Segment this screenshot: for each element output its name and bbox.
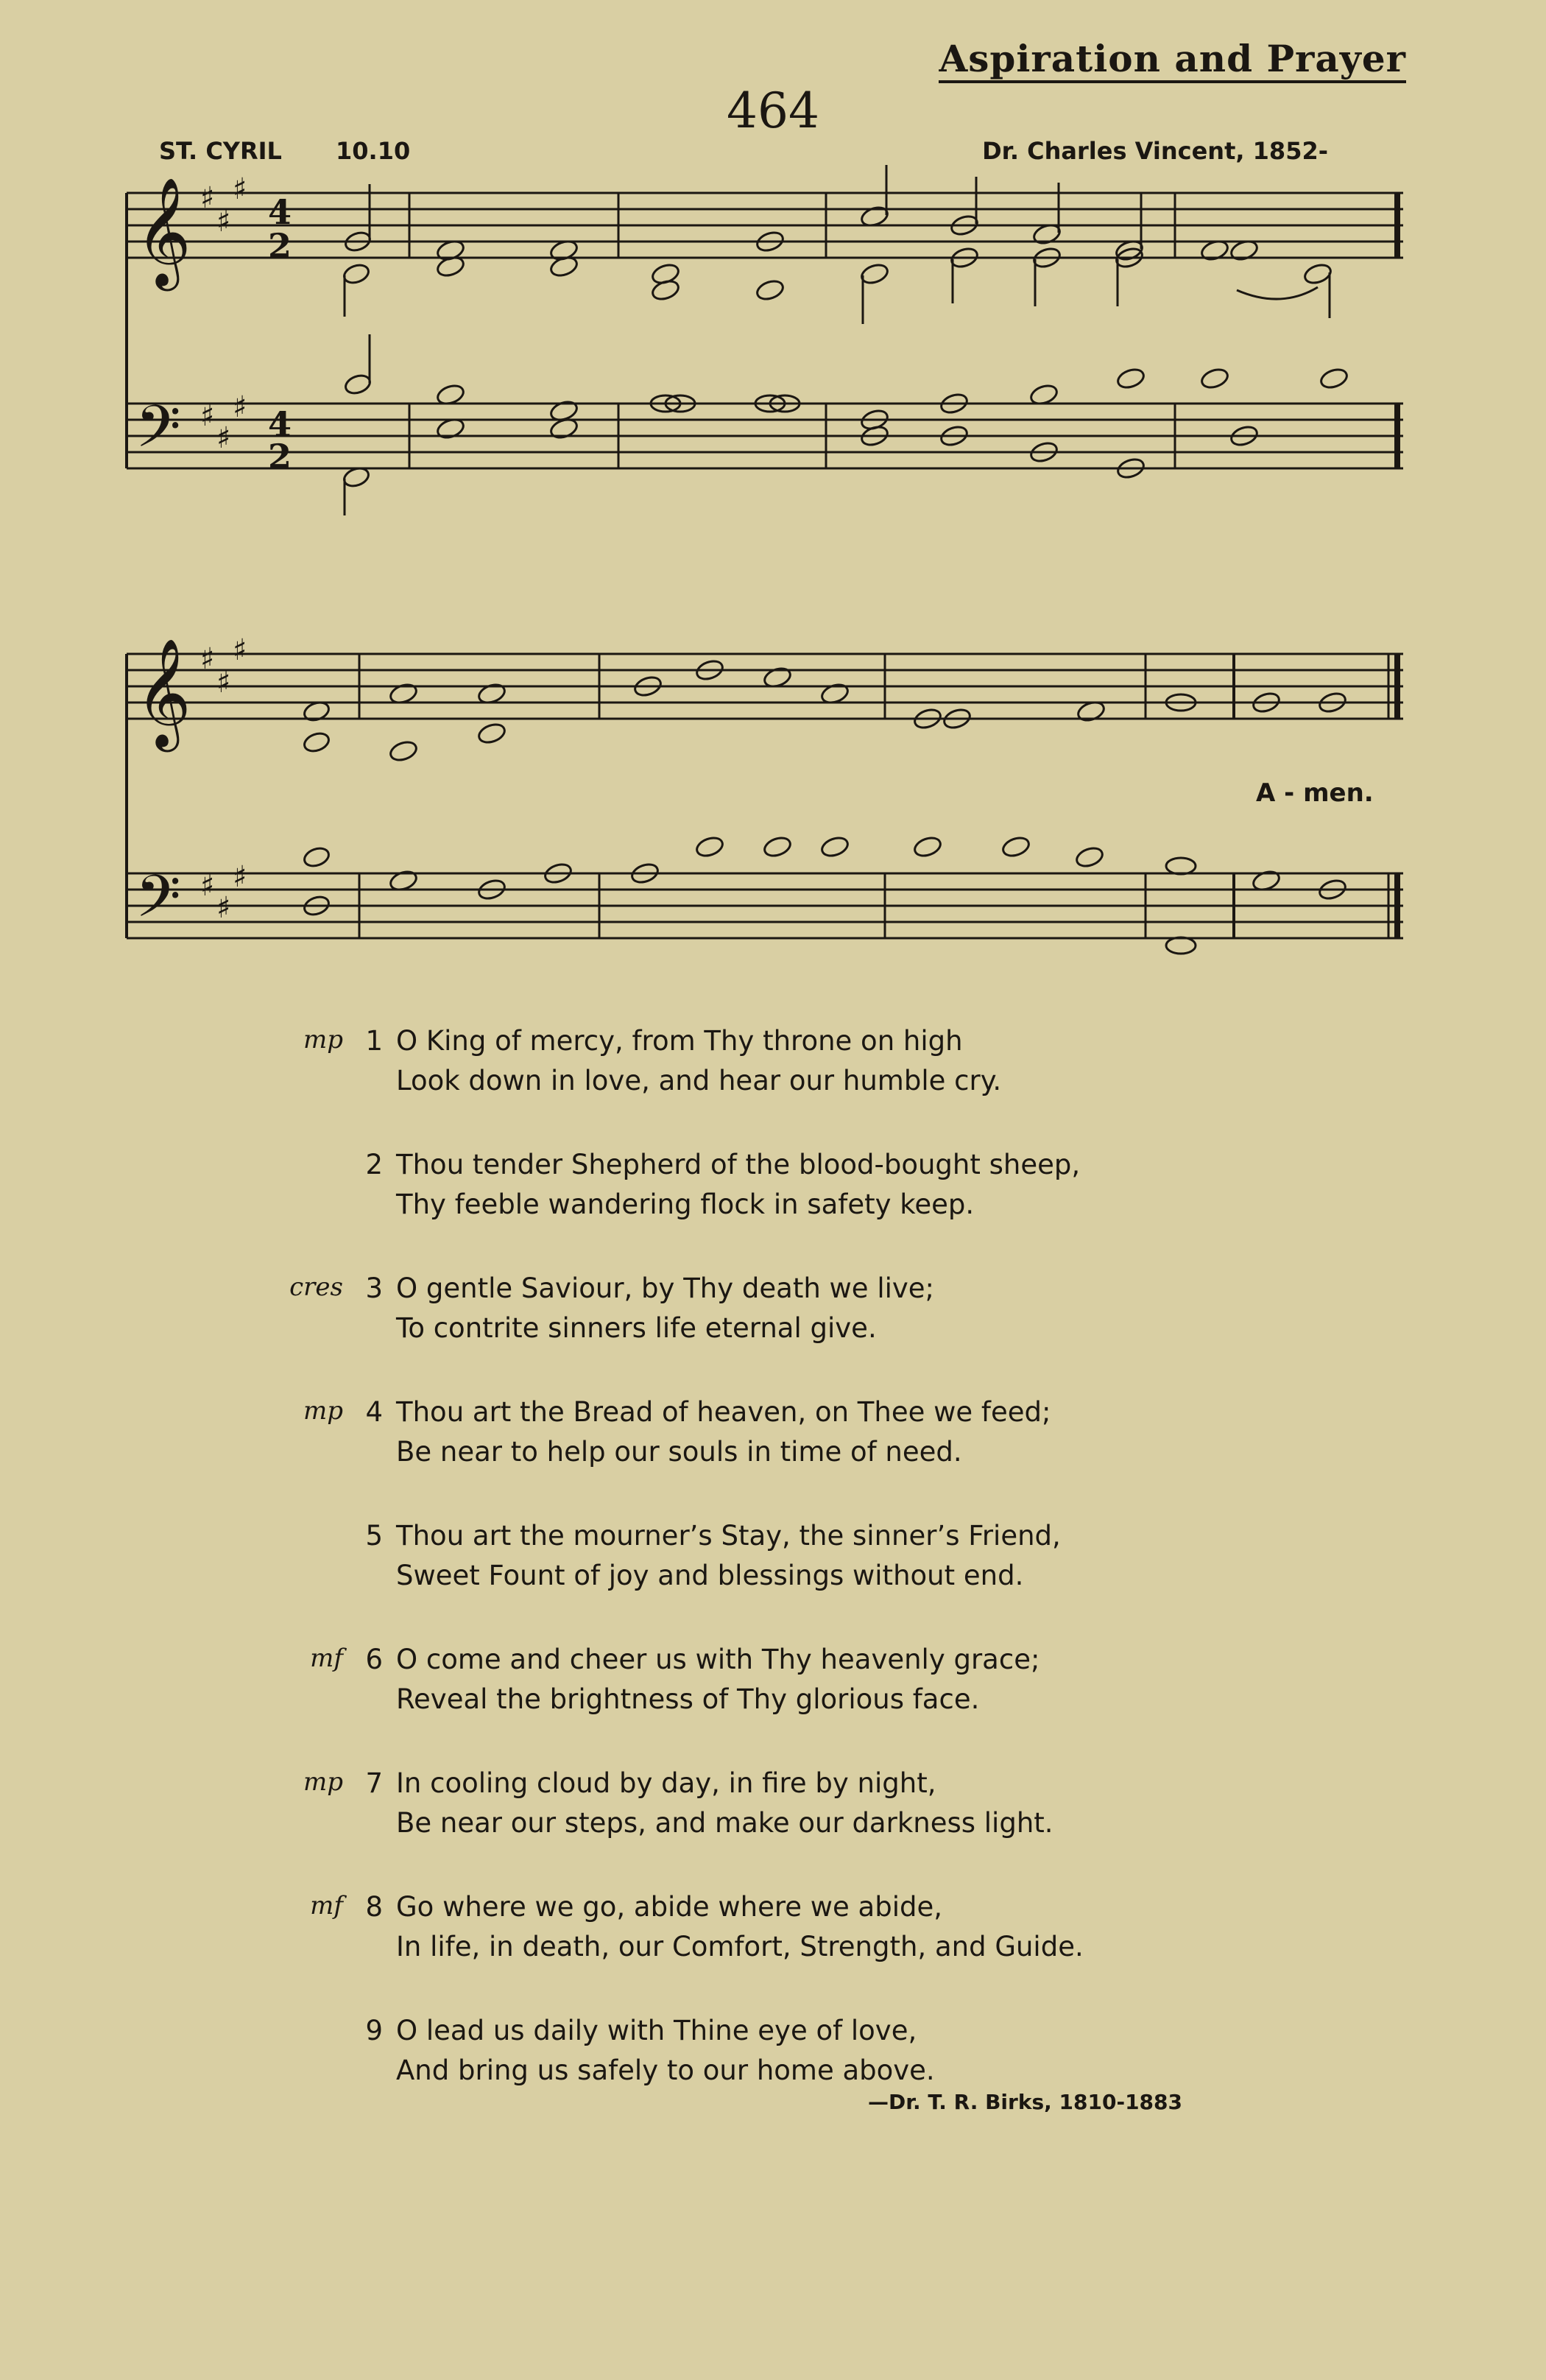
verse-4 bbox=[0, 1396, 1546, 1485]
verse-line: Thou tender Shepherd of the blood-bought sheep, bbox=[396, 1149, 1081, 1180]
verse-2 bbox=[0, 1149, 1546, 1237]
svg-text:♯: ♯ bbox=[233, 633, 247, 667]
verse-line: In life, in death, our Comfort, Strength, and Guide. bbox=[396, 1931, 1084, 1962]
svg-text:♯: ♯ bbox=[233, 390, 247, 424]
dynamic-mark: mf bbox=[310, 1891, 343, 1920]
verse-line: Be near to help our souls in time of need. bbox=[396, 1436, 962, 1468]
verse-line: O gentle Saviour, by Thy death we live; bbox=[396, 1272, 935, 1304]
staff-treble-1 bbox=[127, 193, 1403, 258]
verse-number: 6 bbox=[365, 1644, 383, 1675]
svg-text:4: 4 bbox=[268, 192, 292, 232]
svg-text:♯: ♯ bbox=[200, 399, 215, 433]
verse-line: Look down in love, and hear our humble cry. bbox=[396, 1065, 1002, 1096]
verse-number: 8 bbox=[365, 1891, 383, 1923]
text-attribution: —Dr. T. R. Birks, 1810-1883 bbox=[867, 2090, 1182, 2114]
verse-line: O lead us daily with Thine eye of love, bbox=[396, 2015, 917, 2046]
verse-line: Thou art the Bread of heaven, on Thee we feed; bbox=[396, 1396, 1051, 1428]
verse-line: To contrite sinners life eternal give. bbox=[396, 1312, 877, 1344]
verse-number: 4 bbox=[365, 1396, 383, 1428]
verse-3 bbox=[0, 1272, 1546, 1361]
dynamic-mark: cres bbox=[289, 1272, 343, 1302]
svg-text:♯: ♯ bbox=[216, 205, 231, 239]
verse-line: And bring us safely to our home above. bbox=[396, 2055, 935, 2086]
verse-line: O come and cheer us with Thy heavenly grace; bbox=[396, 1644, 1040, 1675]
dynamic-mark: mp bbox=[303, 1025, 343, 1055]
verse-1 bbox=[0, 1025, 1546, 1113]
svg-text:4: 4 bbox=[268, 404, 292, 444]
staff-treble-2 bbox=[127, 654, 1403, 719]
svg-text:♯: ♯ bbox=[200, 642, 215, 676]
bass-clef-icon: 𝄢 bbox=[135, 392, 181, 475]
meter: 10.10 bbox=[336, 137, 411, 165]
svg-text:2: 2 bbox=[268, 226, 292, 266]
verse-number: 9 bbox=[365, 2015, 383, 2046]
dynamic-mark: mf bbox=[310, 1644, 343, 1673]
treble-clef-icon: 𝄞 bbox=[135, 177, 191, 286]
verse-line: Be near our steps, and make our darkness light. bbox=[396, 1807, 1053, 1839]
verse-number: 3 bbox=[365, 1272, 383, 1304]
svg-text:♯: ♯ bbox=[200, 181, 215, 215]
treble-clef-icon: 𝄞 bbox=[135, 638, 191, 747]
hymn-number: 464 bbox=[727, 82, 819, 139]
verse-line: Go where we go, abide where we abide, bbox=[396, 1891, 942, 1923]
dynamic-mark: mp bbox=[303, 1396, 343, 1426]
verse-5 bbox=[0, 1520, 1546, 1608]
notes-system-1 bbox=[342, 165, 1349, 515]
verse-number: 2 bbox=[365, 1149, 383, 1180]
verse-9 bbox=[0, 2015, 1546, 2103]
verse-number: 1 bbox=[365, 1025, 383, 1057]
staff-bass-1 bbox=[127, 404, 1403, 468]
music-score bbox=[0, 0, 1546, 972]
svg-text:♯: ♯ bbox=[200, 869, 215, 903]
composer: Dr. Charles Vincent, 1852- bbox=[982, 137, 1328, 165]
svg-text:♯: ♯ bbox=[216, 891, 231, 925]
verse-line: O King of mercy, from Thy throne on high bbox=[396, 1025, 963, 1057]
staff-bass-2 bbox=[127, 873, 1403, 938]
svg-text:♯: ♯ bbox=[216, 421, 231, 455]
svg-text:♯: ♯ bbox=[233, 860, 247, 894]
verse-line: Thy feeble wandering flock in safety keep. bbox=[396, 1189, 975, 1220]
verse-line: Reveal the brightness of Thy glorious face. bbox=[396, 1683, 980, 1715]
verse-7 bbox=[0, 1767, 1546, 1856]
amen-text: A - men. bbox=[1256, 778, 1374, 808]
svg-text:2: 2 bbox=[268, 437, 292, 476]
svg-text:♯: ♯ bbox=[216, 666, 231, 700]
bass-clef-icon: 𝄢 bbox=[135, 862, 181, 945]
verse-8 bbox=[0, 1891, 1546, 1979]
verse-line: Sweet Fount of joy and blessings without end. bbox=[396, 1560, 1024, 1591]
section-heading: Aspiration and Prayer bbox=[939, 38, 1406, 83]
dynamic-mark: mp bbox=[303, 1767, 343, 1797]
verse-line: In cooling cloud by day, in fire by night, bbox=[396, 1767, 936, 1799]
svg-text:♯: ♯ bbox=[233, 172, 247, 206]
verse-line: Thou art the mourner’s Stay, the sinner’s Friend, bbox=[396, 1520, 1061, 1552]
verse-6 bbox=[0, 1644, 1546, 1732]
verse-number: 5 bbox=[365, 1520, 383, 1552]
tune-name: ST. CYRIL bbox=[159, 137, 282, 165]
verse-number: 7 bbox=[365, 1767, 383, 1799]
